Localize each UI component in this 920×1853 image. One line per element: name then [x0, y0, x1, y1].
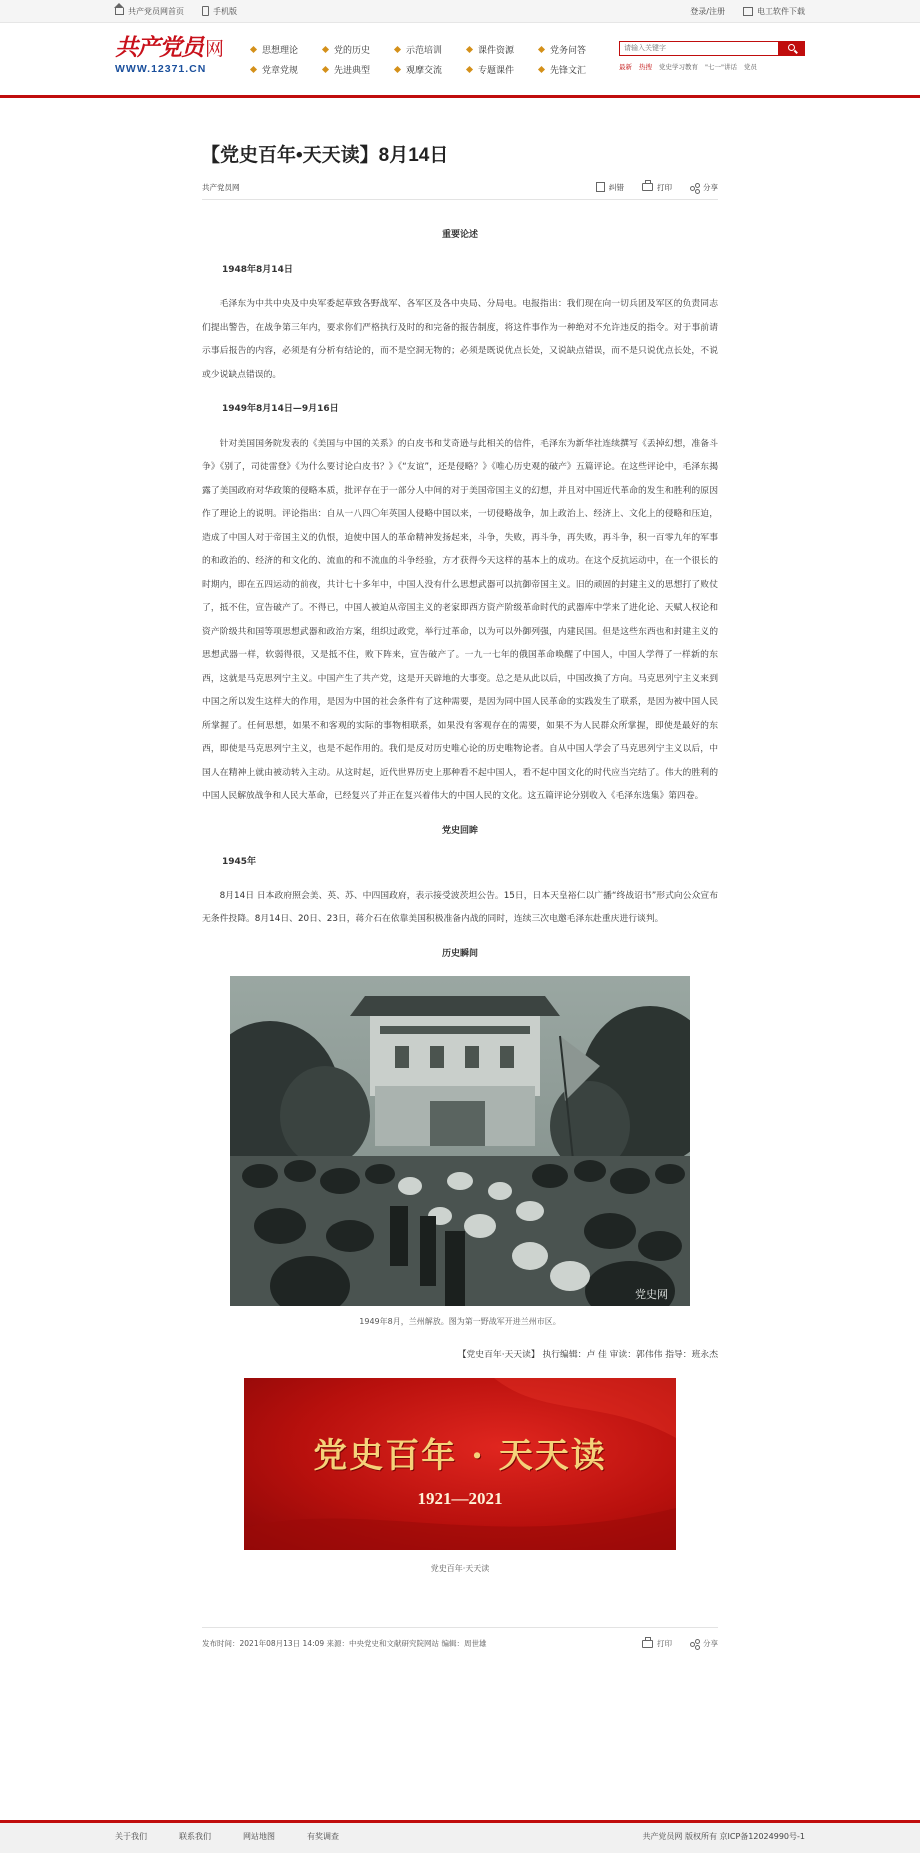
- download-icon: [743, 7, 753, 16]
- footer-copyright: 共产党员网 版权所有 京ICP备12024990号-1: [642, 1832, 805, 1841]
- nav-item[interactable]: [251, 63, 323, 76]
- main-nav: [251, 43, 611, 76]
- footer-link[interactable]: 关于我们: [115, 1832, 147, 1841]
- article-meta: [202, 178, 718, 200]
- login-link[interactable]: 登录/注册: [690, 6, 725, 16]
- section-title: 历史瞬间: [441, 948, 478, 959]
- section-title: 党史回眸: [441, 825, 478, 836]
- bottom-share-button[interactable]: [690, 1638, 718, 1649]
- print-icon: [642, 183, 653, 191]
- footer-links: [115, 1831, 339, 1842]
- nav-label: 党的历史: [334, 45, 371, 56]
- article-tools: [596, 182, 718, 193]
- publish-meta: [202, 1627, 718, 1649]
- nav-item[interactable]: [539, 43, 611, 56]
- nav-label: 党务问答: [550, 45, 587, 56]
- nav-bullet-icon: [322, 45, 329, 52]
- section-title: 重要论述: [441, 230, 478, 240]
- nav-bullet-icon: [250, 45, 257, 52]
- nav-item[interactable]: [395, 43, 467, 56]
- nav-label: 专题课件: [478, 65, 515, 76]
- nav-bullet-icon: [466, 65, 473, 72]
- home-icon: [115, 8, 124, 15]
- nav-bullet-icon: [466, 45, 473, 52]
- logo-url: WWW.12371.CN: [115, 63, 207, 75]
- nav-label: 课件资源: [478, 45, 515, 56]
- hotword[interactable]: 党史学习教育: [659, 63, 698, 71]
- logo-text: 共产党员 网: [115, 34, 224, 61]
- site-footer: [0, 1820, 920, 1853]
- article-credits: 【党史百年·天天读】 执行编辑：卢 佳 审读：郭伟伟 指导：班永杰: [457, 1350, 718, 1360]
- article-title: 【党史百年•天天读】8月14日: [201, 145, 449, 166]
- edit-icon: [596, 182, 605, 192]
- nav-label: 先锋文汇: [550, 65, 587, 76]
- print-label: 打印: [657, 1639, 672, 1648]
- phone-icon: [202, 6, 209, 16]
- nav-item[interactable]: [467, 43, 539, 56]
- share-icon: [690, 1639, 699, 1648]
- nav-label: 先进典型: [334, 65, 371, 76]
- nav-item[interactable]: [467, 63, 539, 76]
- print-label: 打印: [657, 182, 672, 192]
- article: [202, 140, 718, 1649]
- article-source[interactable]: 共产党员网: [202, 182, 240, 192]
- share-label: 分享: [703, 1639, 718, 1648]
- top-bar: [0, 0, 920, 23]
- series-banner: [244, 1378, 676, 1550]
- nav-item[interactable]: [251, 43, 323, 56]
- nav-label: 示范培训: [406, 45, 443, 56]
- download-link[interactable]: [743, 6, 805, 17]
- date-heading: 1948年8月14日: [222, 264, 293, 275]
- mobile-link[interactable]: [202, 6, 237, 17]
- banner-caption: 党史百年·天天读: [430, 1564, 490, 1573]
- mobile-link-label: 手机版: [213, 6, 237, 16]
- correct-label: 纠错: [609, 182, 624, 192]
- hotword[interactable]: 最新: [619, 63, 632, 71]
- correct-button[interactable]: [596, 182, 624, 193]
- footer-link[interactable]: 联系我们: [179, 1832, 211, 1841]
- nav-item[interactable]: [539, 63, 611, 76]
- hotwords: [619, 62, 805, 71]
- photo-illustration: [230, 976, 690, 1306]
- nav-bullet-icon: [538, 65, 545, 72]
- photo-caption: 1949年8月，兰州解放。图为第一野战军开进兰州市区。: [359, 1317, 561, 1326]
- nav-bullet-icon: [322, 65, 329, 72]
- share-button[interactable]: [690, 182, 718, 193]
- site-logo[interactable]: [115, 35, 233, 83]
- paragraph: 毛泽东为中共中央及中央军委起草致各野战军、各军区及各中央局、分局电。电报指出：我们现在向一切兵团及军区的负责同志们提出警告，在战争第三年内，要求你们严格执行及时的和完备的报告制度，将这件事作为一种绝对不允许违反的指令。对于事前请示事后报告的内容，必须是有分析有结论的，而不是空洞无物的；必须是既说优点长处，又说缺点错误，而不是只说优点长处，不说或少说缺点错误的。: [202, 299, 718, 380]
- paragraph: 8月14日 日本政府照会美、英、苏、中四国政府，表示接受波茨坦公告。15日，日本天皇裕仁以广播“终战诏书”形式向公众宣布无条件投降。8月14日、20日、23日，蒋介石在依靠美国积极准备内战的同时，连续三次电邀毛泽东赴重庆进行谈判。: [202, 890, 718, 924]
- photo-watermark: 党史网: [635, 1289, 668, 1301]
- search-button[interactable]: [779, 41, 805, 56]
- nav-label: 思想理论: [262, 45, 299, 56]
- nav-label: 观摩交流: [406, 65, 443, 76]
- nav-item[interactable]: [323, 63, 395, 76]
- footer-link[interactable]: 有奖调查: [307, 1832, 339, 1841]
- banner-years: 1921—2021: [417, 1489, 503, 1508]
- article-content: [202, 224, 718, 966]
- nav-bullet-icon: [250, 65, 257, 72]
- nav-item[interactable]: [395, 63, 467, 76]
- banner-title: 党史百年 · 天天读: [313, 1436, 607, 1476]
- nav-bullet-icon: [394, 65, 401, 72]
- date-heading: 1945年: [222, 857, 257, 867]
- hotword[interactable]: 热搜: [639, 63, 652, 71]
- print-button[interactable]: [642, 182, 672, 193]
- share-icon: [690, 183, 699, 192]
- paragraph: 针对美国国务院发表的《美国与中国的关系》的白皮书和艾奇逊与此相关的信件，毛泽东为新华社连续撰写《丢掉幻想，准备斗争》《别了，司徒雷登》《为什么要讨论白皮书？》《“友谊”，还是侵略？》《唯心历史观的破产》五篇评论。在这些评论中，毛泽东揭露了美国政府对华政策的侵略本质，批评存在于一部分人中间的对于美国帝国主义的幻想，并且对中国近代革命的发生和胜利的原因作了理论上的说明。评论指出：自从一八四〇年英国人侵略中国以来，一切侵略战争，加上政治上、经济上、文化上的侵略和压迫，造成了中国人对于帝国主义的仇恨，迫使中国人的革命精神发扬起来，斗争，失败，再斗争，再失败，再斗争，积一百零九年的军事的和政治的、经济的和文化的、流血的和不流血的斗争经验，方才获得今天这样的基本上的成功。在这个反抗运动中，在一个很长的时期内，即在五四运动的前夜，共计七十多年中，中国人没有什么思想武器可以抗御帝国主义。旧的顽固的封建主义的思想打了败仗了，抵不住，宣告破产了。不得已，中国人被迫从帝国主义的老家即西方资产阶级革命时代的武器库中学来了进化论、天赋人权论和资产阶级共和国等项思想武器和政治方案，组织过政党，举行过革命，以为可以外御列强，内建民国。但是这些东西也和封建主义的思想武器一样，软弱得很，又是抵不住，败下阵来，宣告破产了。一九一七年的俄国革命唤醒了中国人，中国人学得了一样新的东西，这就是马克思列宁主义。中国产生了共产党，这是开天辟地的大事变。总之是从此以后，中国改换了方向。马克思列宁主义来到中国之所以发生这样大的作用，是因为中国的社会条件有了这种需要，是因为同中国人民革命的实践发生了联系，是因为被中国人民所掌握了。任何思想，如果不和客观的实际的事物相联系，如果没有客观存在的需要，如果不为人民群众所掌握，即使是最好的东西，即使是马克思列宁主义，也是不起作用的。我们是反对历史唯心论的历史唯物论者。自从中国人学会了马克思列宁主义以后，中国人在精神上就由被动转入主动。从这时起，近代世界历史上那种看不起中国人，看不起中国文化的时代应当完结了。伟大的胜利的中国人民解放战争和人民大革命，已经复兴了并正在复兴着伟大的中国人民的文化。这五篇评论分别收入《毛泽东选集》第四卷。: [202, 438, 718, 801]
- bottom-tools: [642, 1638, 718, 1649]
- hotword[interactable]: "七一"讲话: [705, 63, 737, 71]
- print-icon: [642, 1640, 653, 1648]
- search-icon: [788, 44, 795, 51]
- search-input[interactable]: [619, 41, 779, 56]
- download-link-label: 电工软件下载: [757, 6, 805, 16]
- home-link-label: 共产党员网首页: [128, 6, 184, 16]
- bottom-print-button[interactable]: [642, 1638, 672, 1649]
- history-photo: [230, 976, 690, 1306]
- site-header: [0, 23, 920, 98]
- nav-label: 党章党规: [262, 65, 299, 76]
- date-heading: 1949年8月14日—9月16日: [222, 404, 339, 414]
- search-area: [619, 41, 805, 71]
- nav-bullet-icon: [538, 45, 545, 52]
- nav-item[interactable]: [323, 43, 395, 56]
- footer-link[interactable]: 网站地图: [243, 1832, 275, 1841]
- publish-info: 发布时间：2021年08月13日 14:09 来源：中央党史和文献研究院网站 编辑：周世雄: [202, 1639, 487, 1648]
- hotword[interactable]: 党员: [743, 63, 757, 71]
- home-link[interactable]: [115, 6, 184, 17]
- nav-bullet-icon: [394, 45, 401, 52]
- share-label: 分享: [703, 182, 718, 192]
